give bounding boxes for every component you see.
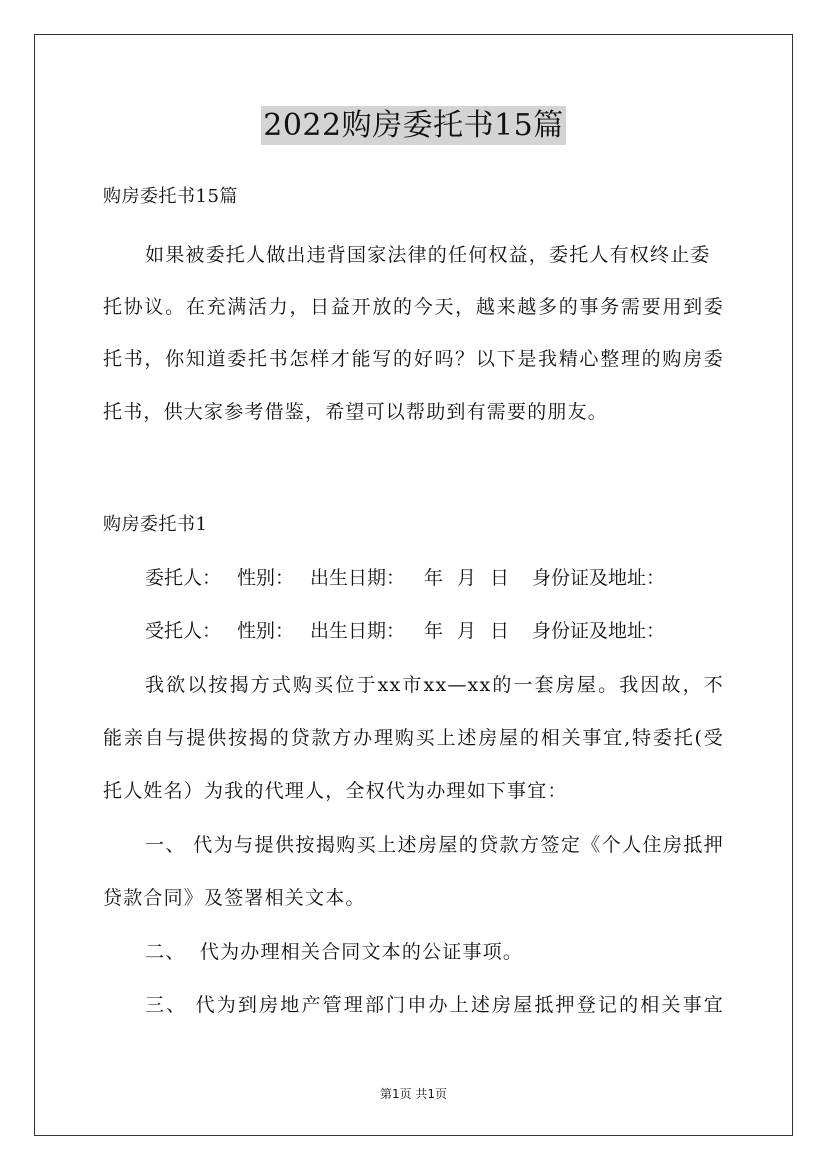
agent-month: 月 [457,620,477,642]
principal-label: 委托人： [145,567,222,589]
body-line-2: 能亲自与提供按揭的贷款方办理购买上述房屋的相关事宜,特委托(受 [103,727,724,749]
agent-day: 日 [490,620,510,642]
principal-day: 日 [490,567,510,589]
agent-birth: 出生日期： [310,620,406,642]
section-heading: 购房委托书1 [103,514,208,535]
intro-line-3: 托书，你知道委托书怎样才能写的好吗？以下是我精心整理的购房委 [103,348,724,370]
item-2-line-1: 二、 代为办理相关合同文本的公证事项。 [145,941,524,963]
intro-line-2: 托协议。在充满活力，日益开放的今天，越来越多的事务需要用到委 [103,296,724,318]
agent-row [145,616,665,643]
intro-line-4: 托书，供大家参考借鉴，希望可以帮助到有需要的朋友。 [103,401,609,423]
agent-id: 身份证及地址： [532,620,666,642]
item-1-line-2: 贷款合同》及签署相关文本。 [103,887,366,909]
agent-gender: 性别： [237,620,295,642]
body-line-1: 我欲以按揭方式购买位于xx市xx—xx的一套房屋。我因故，不 [145,674,724,696]
body-line-3: 托人姓名）为我的代理人，全权代为办理如下事宜： [103,780,568,802]
principal-year: 年 [424,567,444,589]
principal-row [145,563,665,590]
agent-label: 受托人： [145,620,222,642]
document-title: 2022购房委托书15篇 [263,108,564,143]
agent-year: 年 [424,620,444,642]
principal-birth: 出生日期： [310,567,406,589]
principal-id: 身份证及地址： [532,567,666,589]
page-footer: 第1页 共1页 [379,1087,448,1101]
intro-line-1: 如果被委托人做出违背国家法律的任何权益，委托人有权终止委 [145,244,711,266]
principal-gender: 性别： [237,567,295,589]
principal-month: 月 [457,567,477,589]
document-subtitle: 购房委托书15篇 [103,186,238,207]
item-1-line-1: 一、 代为与提供按揭购买上述房屋的贷款方签定《个人住房抵押 [145,834,724,856]
item-3-line-1: 三、 代为到房地产管理部门申办上述房屋抵押登记的相关事宜 [145,994,724,1016]
